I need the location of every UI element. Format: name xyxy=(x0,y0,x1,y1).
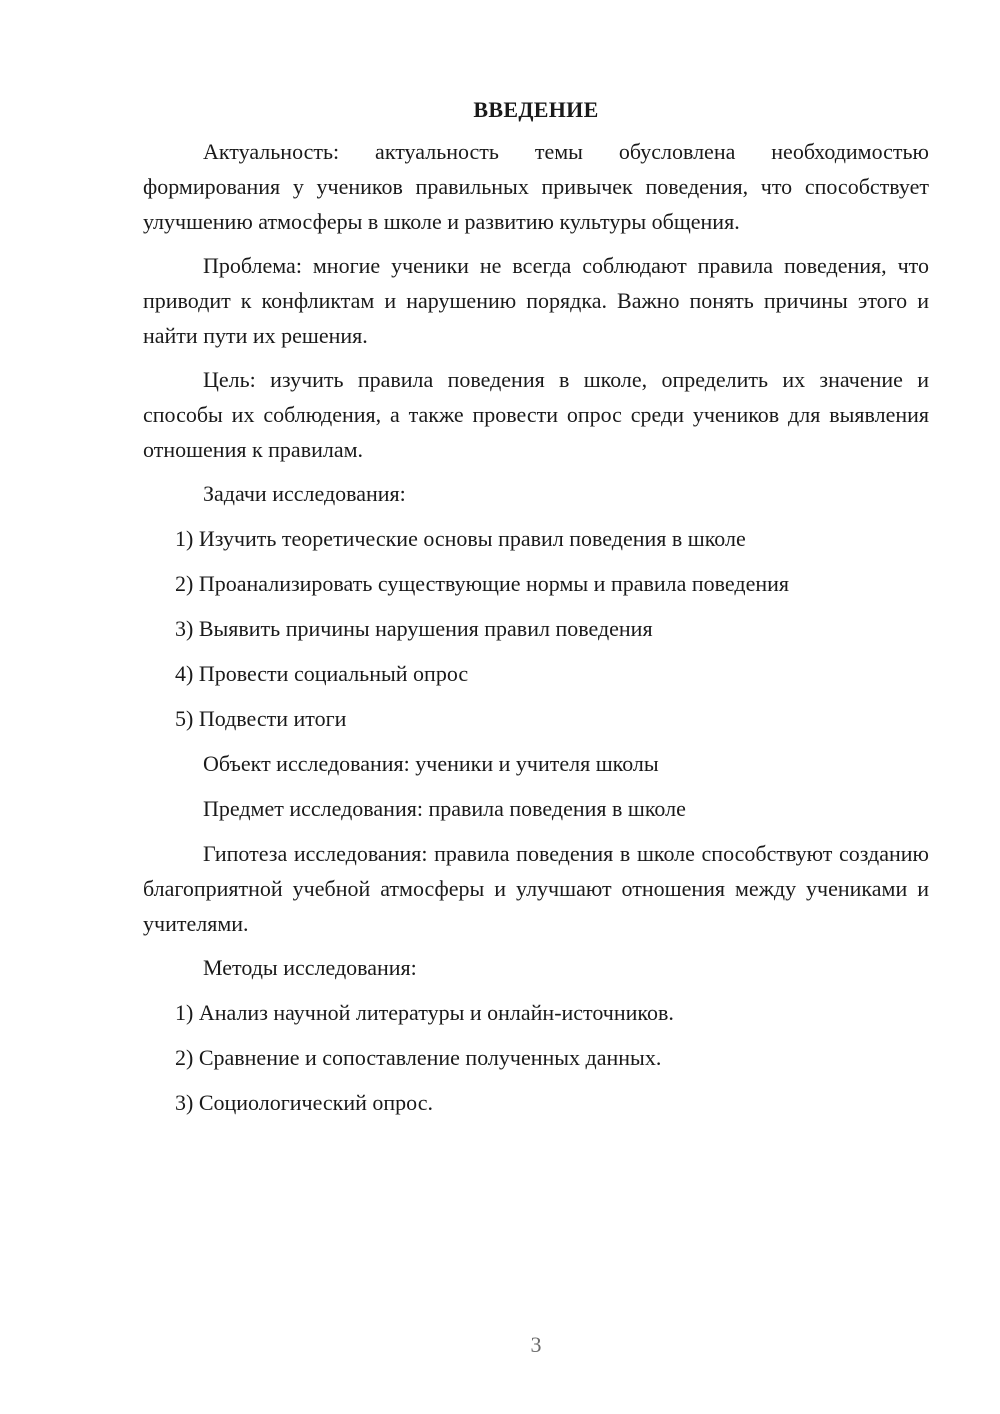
section-heading: ВВЕДЕНИЕ xyxy=(473,97,599,122)
hypothesis-paragraph: Гипотеза исследования: правила поведения в школе способствуют созданию благоприятной учебной атмосферы и улучшают отношения между учениками и учителями. xyxy=(143,841,929,936)
method-item: 2) Сравнение и сопоставление полученных данных. xyxy=(175,1045,662,1070)
task-item: 1) Изучить теоретические основы правил поведения в школе xyxy=(175,526,746,551)
task-item: 5) Подвести итоги xyxy=(175,706,347,731)
task-item: 4) Провести социальный опрос xyxy=(175,661,469,686)
page-number: 3 xyxy=(530,1332,542,1357)
task-item: 3) Выявить причины нарушения правил поведения xyxy=(175,616,653,641)
task-item: 2) Проанализировать существующие нормы и правила поведения xyxy=(175,571,790,596)
problem-paragraph: Проблема: многие ученики не всегда соблюдают правила поведения, что приводит к конфликтам и нарушению порядка. Важно понять причины этого и найти пути их решения. xyxy=(143,253,929,348)
research-object: Объект исследования: ученики и учителя школы xyxy=(203,751,659,776)
method-item: 1) Анализ научной литературы и онлайн-источников. xyxy=(175,1000,674,1025)
research-subject: Предмет исследования: правила поведения в школе xyxy=(203,796,686,821)
method-item: 3) Социологический опрос. xyxy=(175,1090,433,1115)
methods-heading: Методы исследования: xyxy=(203,955,417,980)
tasks-heading: Задачи исследования: xyxy=(203,481,406,506)
goal-paragraph: Цель: изучить правила поведения в школе, определить их значение и способы их соблюдения, а также провести опрос среди учеников для выявления отношения к правилам. xyxy=(143,367,929,462)
document-page xyxy=(143,92,929,1130)
relevance-paragraph: Актуальность: актуальность темы обусловлена необходимостью формирования у учеников правильных привычек поведения, что способствует улучшению атмосферы в школе и развитию культуры общения. xyxy=(143,139,929,234)
